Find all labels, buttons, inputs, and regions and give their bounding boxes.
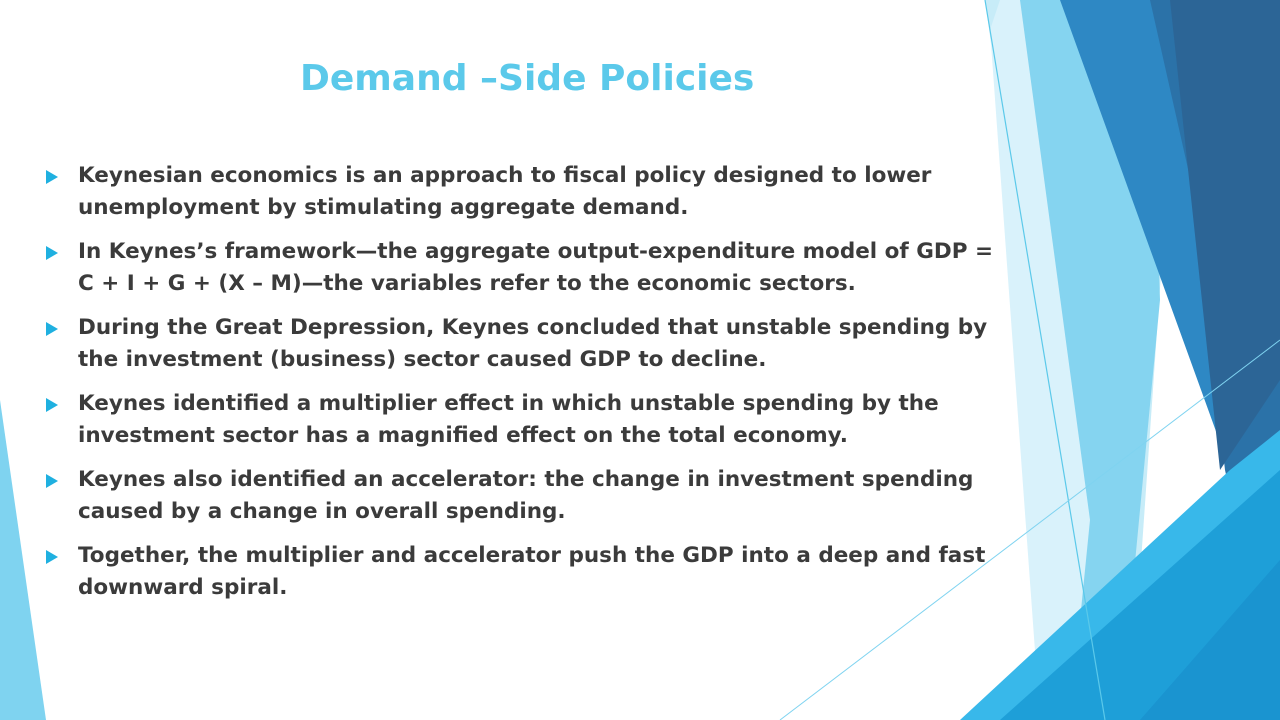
- bullet-text: Keynes also identified an accelerator: the change in investment spending caused by a change in overall spending.: [78, 467, 974, 524]
- bullet-list: [44, 160, 1014, 616]
- left-accent-shape: [0, 400, 46, 720]
- bullet-arrow-icon: [46, 170, 58, 184]
- bullet-arrow-icon: [46, 322, 58, 336]
- bullet-text: In Keynes’s framework—the aggregate output-expenditure model of GDP = C + I + G + (X – M)—the variables refer to the economic sectors.: [78, 239, 994, 296]
- bullet-item: [44, 464, 1014, 528]
- bullet-text: During the Great Depression, Keynes concluded that unstable spending by the investment (business) sector caused GDP to decline.: [78, 315, 988, 372]
- bullet-text: Keynesian economics is an approach to fiscal policy designed to lower unemployment by stimulating aggregate demand.: [78, 163, 932, 220]
- bullet-text: Keynes identified a multiplier effect in which unstable spending by the investment sector has a magnified effect on the total economy.: [78, 391, 939, 448]
- slide-title: Demand –Side Policies: [300, 58, 755, 99]
- bullet-item: [44, 388, 1014, 452]
- bullet-arrow-icon: [46, 474, 58, 488]
- bullet-item: [44, 160, 1014, 224]
- bullet-item: [44, 540, 1014, 604]
- bullet-text: Together, the multiplier and accelerator push the GDP into a deep and fast downward spiral.: [78, 543, 986, 600]
- bullet-item: [44, 236, 1014, 300]
- bullet-item: [44, 312, 1014, 376]
- bullet-arrow-icon: [46, 550, 58, 564]
- bullet-arrow-icon: [46, 398, 58, 412]
- bullet-arrow-icon: [46, 246, 58, 260]
